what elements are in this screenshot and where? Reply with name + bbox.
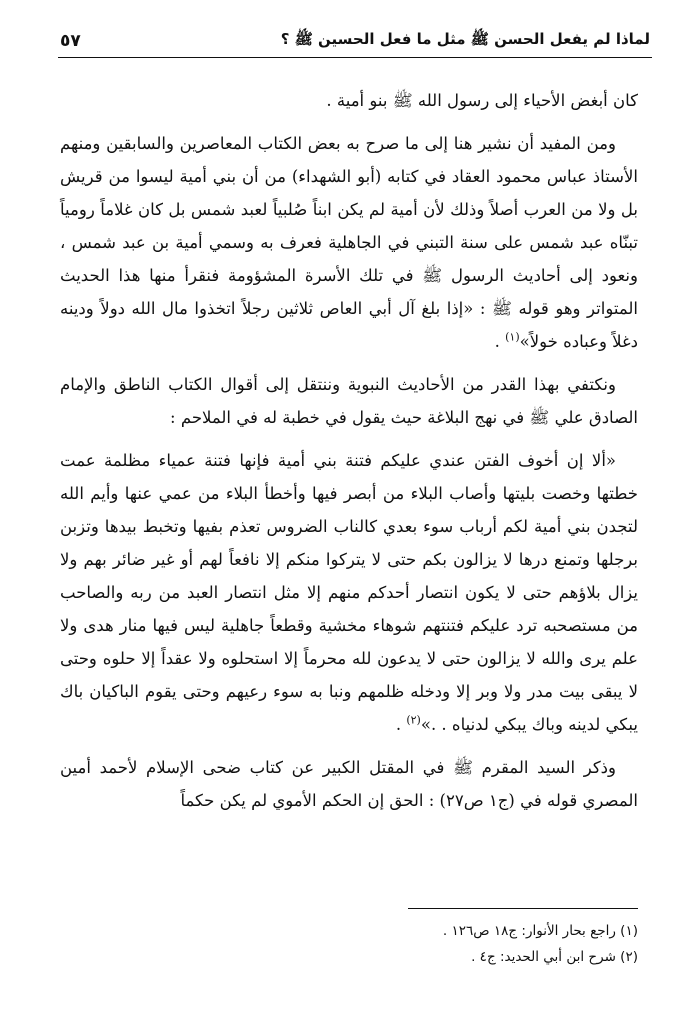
footnote: (١) راجع بحار الأنوار: ج١٨ ص١٢٦ . <box>442 923 638 939</box>
footnote-ref: (٢) <box>406 713 421 727</box>
paragraph: ومن المفيد أن نشير هنا إلى ما صرح به بعض الكتاب المعاصرين والسابقين ومنهم الأستاذ عباس محمود العقاد في كتابه (أبو الشهداء) من أن بني أمية ليسوا من قريش بل ولا من العرب أصلاً وذلك لأن أمية لم يكن ابناً صُلبياً لعبد شمس بل كان غلاماً رومياً تبنّاه عبد شمس على سنة التبني في الجاهلية فعرف به وسمي أمية بن عبد شمس ، ونعود إلى أحاديث الرسول ﷺ في تلك الأسرة المشؤومة فنقرأ منها هذا الحديث المتواتر وهو قوله ﷺ : «إذا بلغ آل أبي العاص ثلاثين رجلاً اتخذوا مال الله دولاً ودينه دغلاً وعباده خولاً»$^{(١)}$ . <box>60 134 638 351</box>
quotation-paragraph: «ألا إن أخوف الفتن عندي عليكم فتنة بني أمية فإنها فتنة عمياء مظلمة عمت خطتها وخصت بليتها وأصاب البلاء من أبصر فيها وأخطأ البلاء من عمي عنها وأيم الله لتجدن بني أمية لكم أرباب سوء بعدي كالناب الضروس تعذم بفيها وتخبط بيدها وتزبن برجلها وتمنع درها لا يزالون بكم حتى لا يتركوا منكم إلا نافعاً لهم أو غير ضائر بهم ولا يزال بلاؤهم حتى لا يكون انتصار أحدكم منهم إلا مثل انتصار العبد من ربه والصاحب من مستصحبه ترد عليكم فتنتهم شوهاء مخشية وقطعاً جاهلية ليس فيها منار هدى ولا علم يرى والله لا يزالون حتى لا يدعون لله محرماً إلا استحلوه ولا عقداً إلا حلوه وحتى لا يبقى بيت مدر ولا وبر إلا ودخله ظلمهم ونبا به سوء رعيهم وحتى يقوم الباكيان باك يبكي لدينه وباك يبكي لدنياه . .»$^{(٢)}$ . <box>60 451 638 734</box>
paragraph: كان أبغض الأحياء إلى رسول الله ﷺ بنو أمية . <box>326 91 638 110</box>
footnote-rule <box>408 908 638 909</box>
footnotes <box>60 918 638 970</box>
header-rule <box>58 57 652 58</box>
body-text <box>60 84 638 827</box>
footnote-ref: (١) <box>505 330 520 344</box>
running-head <box>60 26 650 56</box>
footnote: (٢) شرح ابن أبي الحديد: ج٤ . <box>471 949 638 965</box>
paragraph: ونكتفي بهذا القدر من الأحاديث النبوية وننتقل إلى أقوال الكتاب الناطق والإمام الصادق علي ﷺ في نهج البلاغة حيث يقول في خطبة له في الملاحم : <box>60 375 638 427</box>
paragraph: وذكر السيد المقرم ﷺ في المقتل الكبير عن كتاب ضحى الإسلام لأحمد أمين المصري قوله في (ج١ ص٢٧) : الحق إن الحكم الأموي لم يكن حكماً <box>60 758 638 810</box>
page-number: ٥٧ <box>60 31 81 51</box>
running-title: لماذا لم يفعل الحسن ﷺ مثل ما فعل الحسين ﷺ ؟ <box>280 30 650 48</box>
